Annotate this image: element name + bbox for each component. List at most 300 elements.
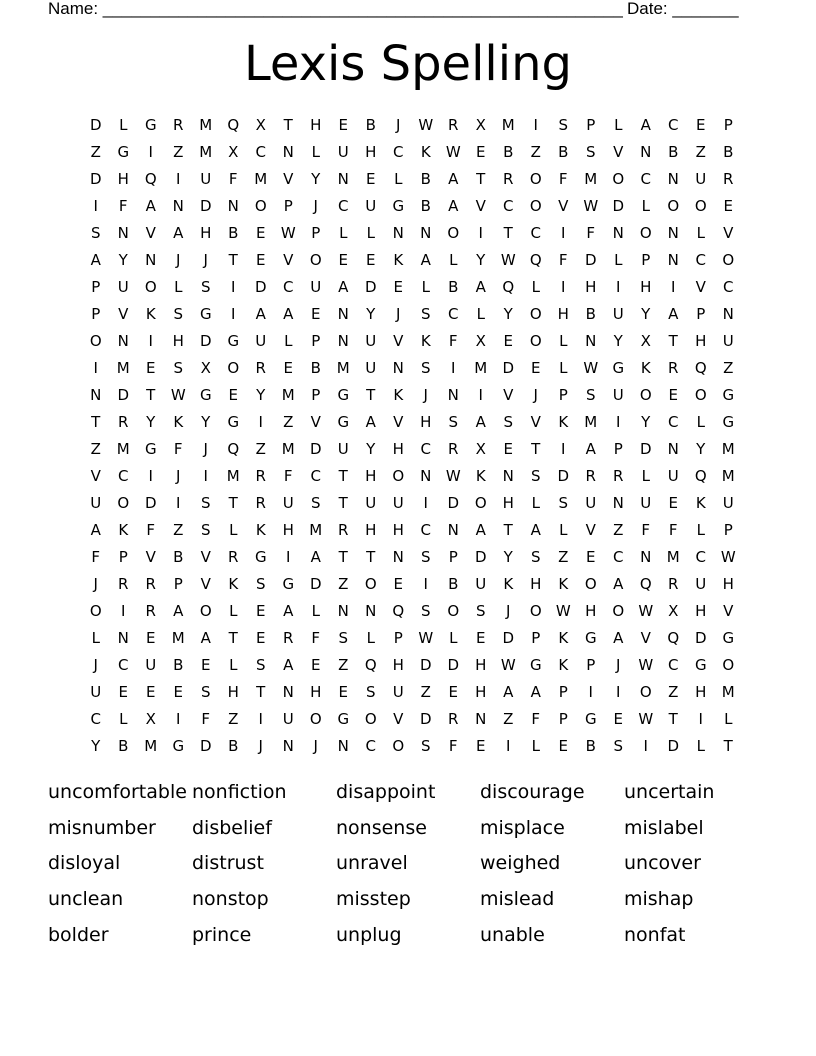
grid-cell[interactable]: L — [366, 224, 375, 242]
grid-cell[interactable]: T — [531, 440, 541, 458]
grid-cell[interactable]: U — [722, 332, 734, 350]
grid-cell[interactable]: O — [227, 359, 240, 377]
grid-cell[interactable]: N — [337, 602, 349, 620]
grid-cell[interactable]: I — [148, 467, 153, 485]
grid-cell[interactable]: D — [557, 467, 570, 485]
grid-cell[interactable]: H — [227, 683, 239, 701]
grid-cell[interactable]: W — [170, 386, 186, 404]
grid-cell[interactable]: A — [90, 251, 101, 269]
grid-cell[interactable]: H — [392, 656, 404, 674]
grid-cell[interactable]: I — [423, 494, 428, 512]
grid-cell[interactable]: L — [641, 197, 650, 215]
grid-cell[interactable]: W — [583, 359, 599, 377]
grid-cell[interactable]: A — [173, 224, 184, 242]
grid-cell[interactable]: L — [229, 602, 238, 620]
grid-cell[interactable]: I — [176, 170, 181, 188]
grid-cell[interactable]: O — [722, 251, 735, 269]
grid-cell[interactable]: U — [90, 683, 102, 701]
grid-cell[interactable]: F — [146, 521, 156, 539]
grid-cell[interactable]: J — [93, 656, 98, 674]
grid-cell[interactable]: N — [640, 548, 652, 566]
grid-cell[interactable]: L — [119, 116, 128, 134]
grid-cell[interactable]: C — [90, 710, 101, 728]
grid-cell[interactable]: I — [616, 413, 621, 431]
grid-cell[interactable]: K — [145, 305, 156, 323]
grid-cell[interactable]: U — [145, 656, 157, 674]
grid-cell[interactable]: V — [475, 197, 486, 215]
grid-cell[interactable]: B — [420, 170, 431, 188]
grid-cell[interactable]: G — [227, 413, 240, 431]
grid-cell[interactable]: M — [474, 359, 488, 377]
grid-cell[interactable]: Q — [667, 629, 680, 647]
grid-cell[interactable]: M — [721, 683, 735, 701]
grid-cell[interactable]: H — [200, 224, 212, 242]
grid-cell[interactable]: Z — [503, 710, 514, 728]
grid-cell[interactable]: E — [311, 305, 321, 323]
grid-cell[interactable]: H — [172, 332, 184, 350]
grid-cell[interactable]: K — [640, 359, 651, 377]
grid-cell[interactable]: G — [694, 656, 707, 674]
grid-cell[interactable]: S — [420, 548, 431, 566]
grid-cell[interactable]: N — [667, 224, 679, 242]
grid-cell[interactable]: C — [118, 467, 129, 485]
grid-cell[interactable]: D — [199, 197, 212, 215]
grid-cell[interactable]: D — [419, 710, 432, 728]
grid-cell[interactable]: O — [447, 224, 460, 242]
grid-cell[interactable]: U — [365, 332, 377, 350]
grid-cell[interactable]: A — [90, 521, 101, 539]
grid-cell[interactable]: S — [530, 548, 541, 566]
grid-cell[interactable]: C — [503, 197, 514, 215]
grid-cell[interactable]: Q — [144, 170, 157, 188]
grid-cell[interactable]: V — [723, 224, 734, 242]
grid-cell[interactable]: I — [121, 602, 126, 620]
grid-cell[interactable]: S — [503, 413, 514, 431]
grid-cell[interactable]: L — [229, 656, 238, 674]
grid-cell[interactable]: N — [447, 386, 459, 404]
grid-cell[interactable]: V — [310, 413, 321, 431]
grid-cell[interactable]: S — [90, 224, 101, 242]
grid-cell[interactable]: Y — [696, 440, 706, 458]
grid-cell[interactable]: A — [283, 656, 294, 674]
grid-cell[interactable]: D — [474, 548, 487, 566]
grid-cell[interactable]: G — [584, 710, 597, 728]
grid-cell[interactable]: J — [203, 251, 208, 269]
grid-cell[interactable]: E — [146, 359, 156, 377]
grid-cell[interactable]: O — [639, 683, 652, 701]
grid-cell[interactable]: N — [612, 494, 624, 512]
grid-cell[interactable]: X — [145, 710, 156, 728]
grid-cell[interactable]: I — [231, 305, 236, 323]
grid-cell[interactable]: J — [396, 116, 401, 134]
grid-cell[interactable]: Z — [530, 143, 541, 161]
grid-cell[interactable]: Q — [694, 359, 707, 377]
grid-cell[interactable]: Y — [201, 413, 211, 431]
grid-cell[interactable]: E — [338, 116, 348, 134]
grid-cell[interactable]: R — [585, 467, 596, 485]
grid-cell[interactable]: E — [256, 251, 266, 269]
grid-cell[interactable]: H — [695, 602, 707, 620]
grid-cell[interactable]: Y — [613, 332, 623, 350]
grid-cell[interactable]: O — [392, 467, 405, 485]
grid-cell[interactable]: Z — [283, 413, 294, 431]
grid-cell[interactable]: I — [478, 386, 483, 404]
grid-cell[interactable]: K — [503, 575, 514, 593]
grid-cell[interactable]: L — [91, 629, 100, 647]
grid-cell[interactable]: U — [282, 710, 294, 728]
grid-cell[interactable]: E — [723, 197, 733, 215]
grid-cell[interactable]: K — [255, 521, 266, 539]
grid-cell[interactable]: L — [284, 332, 293, 350]
grid-cell[interactable]: U — [365, 494, 377, 512]
grid-cell[interactable]: L — [311, 143, 320, 161]
grid-cell[interactable]: I — [258, 413, 263, 431]
grid-cell[interactable]: H — [392, 521, 404, 539]
grid-cell[interactable]: G — [254, 548, 267, 566]
grid-cell[interactable]: O — [529, 332, 542, 350]
grid-cell[interactable]: F — [531, 710, 541, 728]
grid-cell[interactable]: Z — [668, 683, 679, 701]
grid-cell[interactable]: B — [558, 143, 569, 161]
grid-cell[interactable]: Y — [641, 305, 651, 323]
grid-cell[interactable]: W — [500, 656, 516, 674]
grid-cell[interactable]: Q — [694, 467, 707, 485]
grid-cell[interactable]: J — [203, 440, 208, 458]
grid-cell[interactable]: P — [558, 710, 568, 728]
grid-cell[interactable]: A — [530, 683, 541, 701]
grid-cell[interactable]: E — [366, 170, 376, 188]
grid-cell[interactable]: H — [310, 116, 322, 134]
grid-cell[interactable]: F — [641, 521, 651, 539]
grid-cell[interactable]: A — [420, 251, 431, 269]
grid-cell[interactable]: Z — [173, 143, 184, 161]
grid-cell[interactable]: I — [148, 332, 153, 350]
grid-cell[interactable]: A — [448, 197, 459, 215]
grid-cell[interactable]: L — [614, 116, 623, 134]
grid-cell[interactable]: U — [337, 440, 349, 458]
grid-cell[interactable]: F — [558, 170, 568, 188]
grid-cell[interactable]: Y — [118, 251, 128, 269]
grid-cell[interactable]: R — [118, 413, 129, 431]
grid-cell[interactable]: R — [503, 170, 514, 188]
grid-cell[interactable]: L — [531, 737, 540, 755]
grid-cell[interactable]: P — [558, 683, 568, 701]
grid-cell[interactable]: X — [668, 602, 679, 620]
grid-cell[interactable]: P — [283, 197, 293, 215]
grid-cell[interactable]: E — [338, 251, 348, 269]
grid-cell[interactable]: E — [118, 683, 128, 701]
grid-cell[interactable]: J — [506, 602, 511, 620]
grid-cell[interactable]: N — [117, 629, 129, 647]
grid-cell[interactable]: Y — [366, 440, 376, 458]
grid-cell[interactable]: M — [721, 440, 735, 458]
grid-cell[interactable]: Z — [613, 521, 624, 539]
grid-cell[interactable]: M — [309, 521, 323, 539]
grid-cell[interactable]: V — [200, 575, 211, 593]
grid-cell[interactable]: S — [420, 737, 431, 755]
grid-cell[interactable]: P — [448, 548, 458, 566]
grid-cell[interactable]: P — [586, 656, 596, 674]
grid-cell[interactable]: E — [476, 737, 486, 755]
grid-cell[interactable]: I — [588, 683, 593, 701]
grid-cell[interactable]: D — [502, 629, 515, 647]
grid-cell[interactable]: M — [171, 629, 185, 647]
grid-cell[interactable]: G — [722, 386, 735, 404]
grid-cell[interactable]: S — [585, 386, 596, 404]
grid-cell[interactable]: H — [557, 305, 569, 323]
grid-cell[interactable]: E — [531, 359, 541, 377]
grid-cell[interactable]: P — [696, 305, 706, 323]
grid-cell[interactable]: N — [420, 467, 432, 485]
grid-cell[interactable]: T — [366, 386, 376, 404]
grid-cell[interactable]: V — [585, 521, 596, 539]
grid-cell[interactable]: N — [475, 710, 487, 728]
grid-cell[interactable]: K — [118, 521, 129, 539]
grid-cell[interactable]: S — [420, 359, 431, 377]
grid-cell[interactable]: N — [365, 602, 377, 620]
grid-cell[interactable]: T — [228, 494, 238, 512]
grid-cell[interactable]: I — [478, 224, 483, 242]
grid-cell[interactable]: Y — [476, 251, 486, 269]
grid-cell[interactable]: U — [200, 170, 212, 188]
grid-cell[interactable]: B — [585, 737, 596, 755]
grid-cell[interactable]: A — [475, 278, 486, 296]
grid-cell[interactable]: N — [337, 332, 349, 350]
grid-cell[interactable]: T — [283, 116, 293, 134]
grid-cell[interactable]: S — [173, 359, 184, 377]
grid-cell[interactable]: A — [585, 440, 596, 458]
grid-cell[interactable]: W — [720, 548, 736, 566]
grid-cell[interactable]: S — [255, 575, 266, 593]
grid-cell[interactable]: I — [643, 737, 648, 755]
grid-cell[interactable]: V — [118, 305, 129, 323]
grid-cell[interactable]: A — [475, 413, 486, 431]
grid-cell[interactable]: N — [447, 521, 459, 539]
grid-cell[interactable]: A — [503, 683, 514, 701]
grid-cell[interactable]: L — [559, 359, 568, 377]
grid-cell[interactable]: K — [173, 413, 184, 431]
grid-cell[interactable]: C — [448, 305, 459, 323]
grid-cell[interactable]: G — [337, 413, 350, 431]
grid-cell[interactable]: C — [283, 278, 294, 296]
grid-cell[interactable]: N — [667, 170, 679, 188]
grid-cell[interactable]: B — [365, 116, 376, 134]
grid-cell[interactable]: F — [558, 251, 568, 269]
grid-cell[interactable]: U — [585, 494, 597, 512]
grid-cell[interactable]: A — [448, 170, 459, 188]
grid-cell[interactable]: P — [641, 251, 651, 269]
grid-cell[interactable]: Z — [695, 143, 706, 161]
grid-cell[interactable]: N — [667, 440, 679, 458]
grid-cell[interactable]: E — [503, 332, 513, 350]
grid-cell[interactable]: C — [723, 278, 734, 296]
grid-cell[interactable]: S — [558, 494, 569, 512]
grid-cell[interactable]: T — [668, 332, 678, 350]
grid-cell[interactable]: E — [476, 143, 486, 161]
grid-cell[interactable]: J — [176, 251, 181, 269]
grid-cell[interactable]: D — [309, 440, 322, 458]
grid-cell[interactable]: M — [584, 170, 598, 188]
grid-cell[interactable]: C — [338, 197, 349, 215]
grid-cell[interactable]: D — [117, 386, 130, 404]
grid-cell[interactable]: V — [723, 602, 734, 620]
grid-cell[interactable]: L — [641, 467, 650, 485]
grid-cell[interactable]: O — [529, 170, 542, 188]
grid-cell[interactable]: U — [722, 494, 734, 512]
grid-cell[interactable]: G — [722, 629, 735, 647]
grid-cell[interactable]: E — [283, 359, 293, 377]
grid-cell[interactable]: H — [722, 575, 734, 593]
grid-cell[interactable]: J — [423, 386, 428, 404]
grid-cell[interactable]: R — [613, 467, 624, 485]
grid-cell[interactable]: Z — [723, 359, 734, 377]
grid-cell[interactable]: E — [366, 251, 376, 269]
grid-cell[interactable]: X — [200, 359, 211, 377]
grid-cell[interactable]: Z — [255, 440, 266, 458]
grid-cell[interactable]: K — [558, 575, 569, 593]
grid-cell[interactable]: M — [501, 116, 515, 134]
grid-cell[interactable]: B — [585, 305, 596, 323]
grid-cell[interactable]: C — [668, 656, 679, 674]
grid-cell[interactable]: I — [258, 710, 263, 728]
grid-cell[interactable]: F — [586, 224, 596, 242]
grid-cell[interactable]: D — [639, 440, 652, 458]
grid-cell[interactable]: H — [695, 332, 707, 350]
grid-cell[interactable]: P — [586, 116, 596, 134]
grid-cell[interactable]: J — [258, 737, 263, 755]
grid-cell[interactable]: T — [338, 494, 348, 512]
grid-cell[interactable]: R — [448, 440, 459, 458]
grid-cell[interactable]: L — [696, 737, 705, 755]
grid-cell[interactable]: Y — [641, 413, 651, 431]
grid-cell[interactable]: K — [420, 143, 431, 161]
grid-cell[interactable]: V — [283, 170, 294, 188]
grid-cell[interactable]: H — [640, 278, 652, 296]
grid-cell[interactable]: S — [613, 737, 624, 755]
grid-cell[interactable]: S — [200, 521, 211, 539]
grid-cell[interactable]: R — [255, 494, 266, 512]
grid-cell[interactable]: P — [613, 440, 623, 458]
grid-cell[interactable]: A — [613, 575, 624, 593]
grid-cell[interactable]: W — [280, 224, 296, 242]
grid-cell[interactable]: S — [530, 467, 541, 485]
grid-cell[interactable]: P — [91, 278, 101, 296]
grid-cell[interactable]: N — [392, 548, 404, 566]
grid-cell[interactable]: Z — [228, 710, 239, 728]
grid-cell[interactable]: X — [475, 332, 486, 350]
grid-cell[interactable]: W — [638, 710, 654, 728]
grid-cell[interactable]: E — [558, 737, 568, 755]
grid-cell[interactable]: Y — [503, 305, 513, 323]
grid-cell[interactable]: M — [199, 116, 213, 134]
grid-cell[interactable]: E — [146, 629, 156, 647]
grid-cell[interactable]: W — [583, 197, 599, 215]
grid-cell[interactable]: K — [420, 332, 431, 350]
grid-cell[interactable]: J — [176, 467, 181, 485]
grid-cell[interactable]: U — [337, 143, 349, 161]
grid-cell[interactable]: I — [176, 710, 181, 728]
grid-cell[interactable]: P — [311, 224, 321, 242]
grid-cell[interactable]: Y — [366, 305, 376, 323]
grid-cell[interactable]: G — [199, 386, 212, 404]
grid-cell[interactable]: I — [561, 224, 566, 242]
grid-cell[interactable]: P — [91, 305, 101, 323]
grid-cell[interactable]: A — [145, 197, 156, 215]
grid-cell[interactable]: R — [448, 116, 459, 134]
grid-cell[interactable]: V — [640, 629, 651, 647]
grid-cell[interactable]: L — [449, 251, 458, 269]
grid-cell[interactable]: G — [722, 413, 735, 431]
grid-cell[interactable]: G — [337, 710, 350, 728]
grid-cell[interactable]: L — [311, 602, 320, 620]
grid-cell[interactable]: I — [148, 143, 153, 161]
grid-cell[interactable]: U — [365, 197, 377, 215]
grid-cell[interactable]: T — [228, 629, 238, 647]
grid-cell[interactable]: J — [533, 386, 538, 404]
grid-cell[interactable]: Q — [529, 251, 542, 269]
grid-cell[interactable]: L — [119, 710, 128, 728]
grid-cell[interactable]: M — [584, 413, 598, 431]
grid-cell[interactable]: H — [502, 494, 514, 512]
grid-cell[interactable]: I — [423, 575, 428, 593]
grid-cell[interactable]: G — [117, 143, 130, 161]
grid-cell[interactable]: F — [448, 332, 458, 350]
grid-cell[interactable]: O — [694, 386, 707, 404]
grid-cell[interactable]: E — [228, 386, 238, 404]
grid-cell[interactable]: A — [200, 629, 211, 647]
grid-cell[interactable]: W — [418, 116, 434, 134]
grid-cell[interactable]: M — [116, 440, 130, 458]
grid-cell[interactable]: H — [475, 656, 487, 674]
grid-cell[interactable]: E — [173, 683, 183, 701]
grid-cell[interactable]: D — [419, 656, 432, 674]
grid-cell[interactable]: L — [339, 224, 348, 242]
grid-cell[interactable]: F — [118, 197, 128, 215]
grid-cell[interactable]: R — [145, 575, 156, 593]
grid-cell[interactable]: I — [616, 278, 621, 296]
grid-cell[interactable]: G — [612, 359, 625, 377]
grid-cell[interactable]: Z — [90, 143, 101, 161]
grid-cell[interactable]: L — [696, 413, 705, 431]
grid-cell[interactable]: I — [671, 278, 676, 296]
grid-cell[interactable]: O — [667, 197, 680, 215]
grid-cell[interactable]: Q — [227, 440, 240, 458]
grid-cell[interactable]: T — [668, 710, 678, 728]
grid-cell[interactable]: O — [694, 197, 707, 215]
grid-cell[interactable]: Q — [639, 575, 652, 593]
grid-cell[interactable]: L — [559, 521, 568, 539]
grid-cell[interactable]: O — [89, 602, 102, 620]
grid-cell[interactable]: R — [723, 170, 734, 188]
grid-cell[interactable]: I — [561, 278, 566, 296]
grid-cell[interactable]: G — [199, 305, 212, 323]
grid-cell[interactable]: C — [255, 143, 266, 161]
grid-cell[interactable]: G — [392, 197, 405, 215]
grid-cell[interactable]: W — [638, 656, 654, 674]
grid-cell[interactable]: L — [366, 629, 375, 647]
grid-cell[interactable]: E — [613, 710, 623, 728]
grid-cell[interactable]: Z — [90, 440, 101, 458]
grid-cell[interactable]: J — [93, 575, 98, 593]
grid-cell[interactable]: N — [392, 224, 404, 242]
grid-cell[interactable]: G — [337, 386, 350, 404]
grid-cell[interactable]: Q — [502, 278, 515, 296]
grid-cell[interactable]: M — [721, 467, 735, 485]
grid-cell[interactable]: N — [722, 305, 734, 323]
grid-cell[interactable]: C — [118, 656, 129, 674]
grid-cell[interactable]: I — [93, 197, 98, 215]
grid-cell[interactable]: Z — [558, 548, 569, 566]
